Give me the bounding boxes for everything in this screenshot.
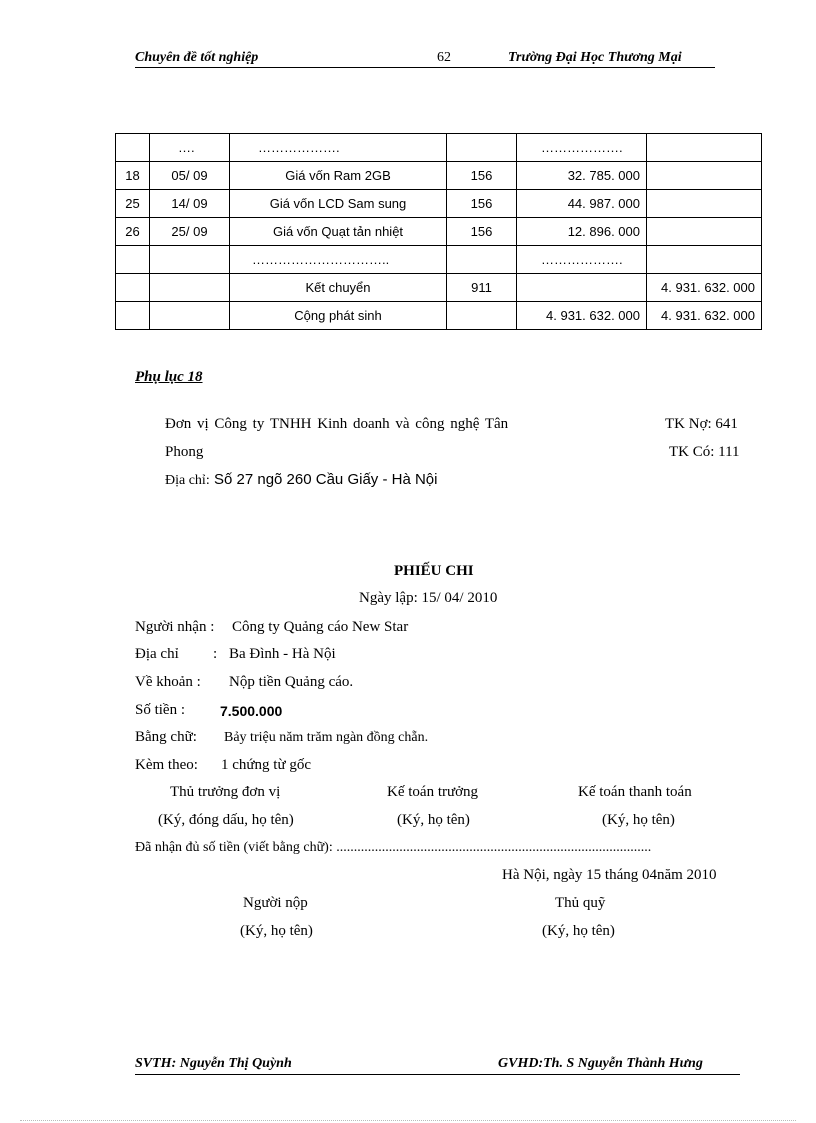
sig-payment-note: (Ký, họ tên) [602, 812, 675, 828]
address-value: Số 27 ngõ 260 Cầu Giấy - Hà Nội [214, 471, 438, 488]
date-cell [150, 302, 230, 330]
description-cell: Kết chuyển [230, 274, 447, 302]
debit-cell: 44. 987. 000 [517, 190, 647, 218]
words-value: Bảy triệu năm trăm ngàn đồng chẵn. [224, 730, 429, 745]
footer-advisor: GVHD:Th. S Nguyễn Thành Hưng [498, 1056, 703, 1071]
attach-label: Kèm theo: [135, 757, 198, 773]
voucher-no-cell: 25 [116, 190, 150, 218]
date-cell: …. [150, 134, 230, 162]
sig-payer-note: (Ký, họ tên) [240, 923, 313, 939]
table-row [116, 190, 762, 218]
table-row [116, 302, 762, 330]
sig-cashier: Thủ quỹ [555, 895, 606, 911]
table-row [116, 246, 762, 274]
voucher-no-cell [116, 134, 150, 162]
debit-cell: ………………. [517, 246, 647, 274]
voucher-no-cell [116, 302, 150, 330]
credit-cell: 4. 931. 632. 000 [647, 274, 762, 302]
credit-cell [647, 162, 762, 190]
header-school: Trường Đại Học Thương Mại [508, 50, 682, 65]
date-cell: 05/ 09 [150, 162, 230, 190]
sig-head-note: (Ký, đóng dấu, họ tên) [158, 812, 294, 828]
amount-value: 7.500.000 [220, 703, 283, 719]
sig-chief-note: (Ký, họ tên) [397, 812, 470, 828]
voucher-no-cell: 26 [116, 218, 150, 246]
sig-head: Thủ trưởng đơn vị [170, 784, 281, 800]
account-cell [447, 134, 517, 162]
ledger-table [115, 133, 762, 330]
credit-cell [647, 134, 762, 162]
page-number: 62 [437, 50, 451, 65]
table-row [116, 162, 762, 190]
description-cell: Giá vốn Quạt tản nhiệt [230, 218, 447, 246]
tk-no: TK Nợ: 641 [665, 416, 738, 432]
description-cell: ………………………….. [230, 246, 447, 274]
table-row [116, 134, 762, 162]
table-row [116, 274, 762, 302]
amount-label: Số tiền : [135, 702, 186, 718]
credit-cell [647, 246, 762, 274]
header-rule [135, 67, 715, 68]
unit-line-2: Phong [165, 444, 204, 460]
received-line: Đã nhận đủ số tiền (viết bằng chữ): .......................................................................................... [135, 840, 652, 855]
voucher-date: Ngày lập: 15/ 04/ 2010 [359, 590, 498, 606]
account-cell: 911 [447, 274, 517, 302]
voucher-address-label: Địa chỉ [135, 646, 179, 662]
debit-cell: 4. 931. 632. 000 [517, 302, 647, 330]
date-cell: 14/ 09 [150, 190, 230, 218]
description-cell: Cộng phát sinh [230, 302, 447, 330]
description-cell: Giá vốn LCD Sam sung [230, 190, 447, 218]
sig-payer: Người nộp [243, 895, 308, 911]
table-row [116, 218, 762, 246]
credit-cell [647, 190, 762, 218]
address-label: Địa chỉ: [165, 473, 210, 488]
voucher-address-value: Ba Đình - Hà Nội [229, 646, 336, 662]
voucher-no-cell [116, 246, 150, 274]
account-cell [447, 302, 517, 330]
appendix-title: Phụ lục 18 [135, 369, 203, 385]
recipient-value: Công ty Quảng cáo New Star [232, 619, 409, 635]
account-cell: 156 [447, 162, 517, 190]
voucher-title: PHIẾU CHI [394, 563, 474, 579]
sig-cashier-note: (Ký, họ tên) [542, 923, 615, 939]
unit-line-1: Đơn vị Công ty TNHH Kinh doanh và công nghệ Tân [165, 416, 509, 432]
debit-cell [517, 274, 647, 302]
page-edge-divider [20, 1120, 796, 1121]
voucher-no-cell: 18 [116, 162, 150, 190]
about-value: Nộp tiền Quảng cáo. [229, 674, 354, 690]
place-date: Hà Nội, ngày 15 tháng 04năm 2010 [502, 867, 717, 883]
voucher-no-cell [116, 274, 150, 302]
debit-cell: 12. 896. 000 [517, 218, 647, 246]
about-label: Về khoản : [135, 674, 201, 690]
attach-value: 1 chứng từ gốc [221, 757, 311, 773]
tk-co: TK Có: 111 [669, 444, 740, 460]
account-cell [447, 246, 517, 274]
recipient-label: Người nhận : [135, 619, 215, 635]
sig-chief: Kế toán trưởng [387, 784, 479, 800]
credit-cell [647, 218, 762, 246]
header-title: Chuyên đề tốt nghiệp [135, 50, 259, 65]
sig-payment: Kế toán thanh toán [578, 784, 692, 800]
credit-cell: 4. 931. 632. 000 [647, 302, 762, 330]
debit-cell: ………………. [517, 134, 647, 162]
words-label: Bằng chữ: [135, 729, 197, 745]
debit-cell: 32. 785. 000 [517, 162, 647, 190]
footer-rule [135, 1074, 740, 1075]
description-cell: Giá vốn Ram 2GB [230, 162, 447, 190]
date-cell [150, 274, 230, 302]
description-cell: ………………. [230, 134, 447, 162]
footer-student: SVTH: Nguyễn Thị Quỳnh [135, 1056, 292, 1071]
date-cell: 25/ 09 [150, 218, 230, 246]
account-cell: 156 [447, 190, 517, 218]
date-cell [150, 246, 230, 274]
voucher-address-colon: : [213, 646, 218, 662]
account-cell: 156 [447, 218, 517, 246]
